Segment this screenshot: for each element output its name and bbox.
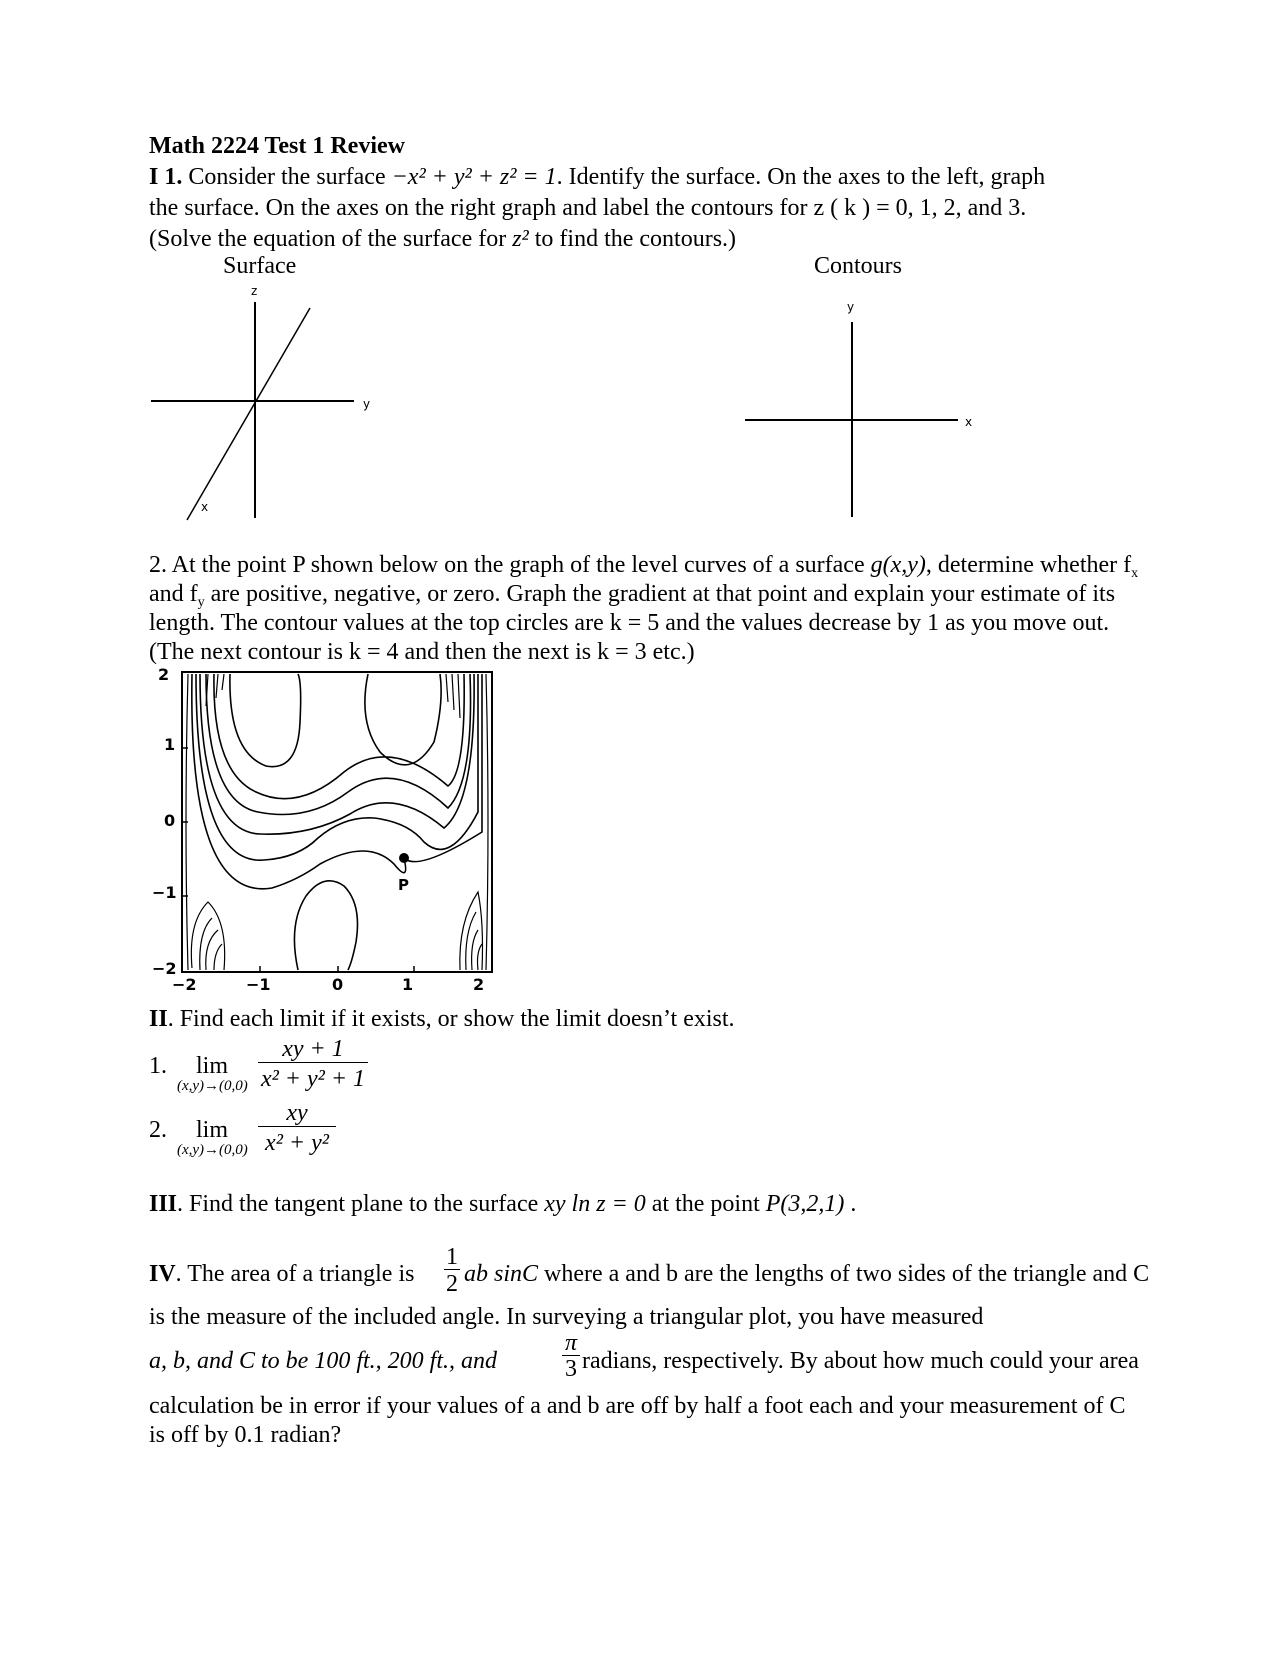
limit2-approach: (x,y)→(0,0): [177, 1142, 248, 1158]
contour-wave-1: [214, 674, 464, 799]
limit1-denominator: x² + y² + 1: [260, 1066, 366, 1092]
section3-equation: xy ln z = 0: [544, 1191, 646, 1217]
x-tick-neg1: −1: [246, 975, 271, 994]
section3-number: III: [149, 1191, 178, 1217]
plot-frame: [182, 672, 492, 972]
q1-line1: [149, 163, 1045, 191]
limit1-approach: (x,y)→(0,0): [177, 1078, 248, 1094]
y-tick-neg1: −1: [152, 883, 177, 902]
q1-number: I 1.: [149, 164, 183, 190]
q1-line1-post: . Identify the surface. On the axes to the left, graph: [556, 164, 1046, 190]
contour-wave-5: [192, 674, 482, 889]
q1-line2: the surface. On the axes on the right graph and label the contours for z ( k ) = 0, 1, 2, and 3.: [149, 195, 1027, 221]
contour-top-left-inner: [230, 674, 301, 767]
section2-number: II: [149, 1006, 168, 1032]
point-p-marker: [399, 853, 409, 863]
point-p-label: P: [398, 876, 409, 894]
contour-wave-4: [196, 674, 478, 860]
limit2-lim: lim: [196, 1117, 229, 1143]
y-tick-1: 1: [164, 735, 176, 754]
q2-fx-sub: x: [1131, 566, 1139, 581]
q1-line3-var: z²: [512, 226, 529, 252]
contour-side-lines: [186, 674, 488, 970]
surface-label: Surface: [223, 253, 297, 279]
q2-line1-pre: 2. At the point P shown below on the graph of the level curves of a surface: [149, 552, 871, 578]
contour-y-label: y: [847, 300, 855, 314]
section4-line1: [149, 1260, 414, 1288]
limit1-lim: lim: [196, 1053, 229, 1079]
contour-axes: [745, 295, 1005, 525]
y-tick-neg2: −2: [152, 959, 177, 978]
limit2-number: 2.: [149, 1117, 167, 1143]
section4-line3-post: radians, respectively. By about how much could your area: [582, 1348, 1139, 1374]
section4-line1-rest: [464, 1260, 1149, 1288]
q2-func: g(x,y): [870, 552, 926, 578]
surface-x-axis: [187, 308, 310, 520]
section3-post: .: [844, 1191, 857, 1217]
limit1-number: 1.: [149, 1053, 167, 1079]
contour-top-right-inner: [365, 674, 441, 765]
q2-fy-sub: y: [197, 595, 205, 610]
q1-line1-pre: Consider the surface: [188, 164, 392, 190]
document-title: Math 2224 Test 1 Review: [149, 133, 405, 159]
y-tick-0: 0: [164, 811, 176, 830]
surface-axes: [145, 280, 405, 520]
section3-pre: . Find the tangent plane to the surface: [177, 1191, 545, 1217]
surface-x-label: x: [201, 500, 209, 514]
section4-frac-den: 2: [446, 1271, 458, 1297]
section2-text: . Find each limit if it exists, or show the limit doesn’t exist.: [167, 1006, 735, 1032]
q1-line3-post: to find the contours.): [528, 226, 737, 252]
section3-mid: at the point: [645, 1191, 766, 1217]
contour-bottom-oval: [294, 881, 357, 970]
q2-line1: [149, 551, 1138, 579]
section4-line3-pre: a, b, and C to be 100 ft., 200 ft., and: [149, 1348, 497, 1374]
q2-line2: [149, 580, 1115, 608]
section3-text: [149, 1190, 856, 1218]
section4-number: IV: [149, 1261, 176, 1287]
limit2-denominator: x² + y²: [265, 1130, 329, 1156]
section4-post: where a and b are the lengths of two sides of the triangle and C: [538, 1261, 1150, 1287]
section4-pi-den: 3: [565, 1356, 577, 1382]
y-tick-2: 2: [158, 665, 170, 684]
surface-y-label: y: [363, 397, 371, 411]
contours-label: Contours: [814, 253, 903, 279]
section3-point: P(3,2,1): [765, 1191, 845, 1217]
q2-line4: (The next contour is k = 4 and then the next is k = 3 etc.): [149, 639, 695, 665]
x-tick-0: 0: [332, 975, 344, 994]
contour-x-label: x: [965, 415, 973, 429]
section4-frac-num: 1: [446, 1244, 458, 1270]
tick-marks: [182, 748, 414, 972]
contour-plot-group: [152, 665, 492, 994]
section4-line4: calculation be in error if your values of a and b are off by half a foot each and your measurement of C: [149, 1393, 1126, 1419]
section4-formula: ab sinC: [464, 1261, 539, 1287]
section4-line2: is the measure of the included angle. In surveying a triangular plot, you have measured: [149, 1304, 984, 1330]
section4-pi-num: π: [562, 1331, 580, 1356]
x-tick-1: 1: [402, 975, 414, 994]
q1-line3: [149, 225, 736, 253]
section4-line5: is off by 0.1 radian?: [149, 1422, 342, 1448]
x-tick-neg2: −2: [172, 975, 197, 994]
limit1-numerator: xy + 1: [258, 1036, 368, 1063]
q2-line3: length. The contour values at the top circles are k = 5 and the values decrease by 1 as you move out.: [149, 610, 1110, 636]
q2-line2-post: are positive, negative, or zero. Graph the gradient at that point and explain your estimate of its: [204, 581, 1116, 607]
contour-wave-2: [206, 674, 471, 815]
section2-heading: [149, 1005, 735, 1033]
q2-line1-post: , determine whether f: [925, 552, 1132, 578]
section4-pre: . The area of a triangle is: [175, 1261, 415, 1287]
limit2-numerator: xy: [258, 1100, 336, 1127]
q2-line2-pre: and f: [149, 581, 198, 607]
q1-equation: −x² + y² + z² = 1: [391, 164, 557, 190]
q1-line3-pre: (Solve the equation of the surface for: [149, 226, 513, 252]
contour-wave-3: [200, 674, 474, 834]
x-tick-2: 2: [473, 975, 485, 994]
surface-z-label: z: [251, 284, 258, 298]
contour-plot: [148, 662, 488, 992]
